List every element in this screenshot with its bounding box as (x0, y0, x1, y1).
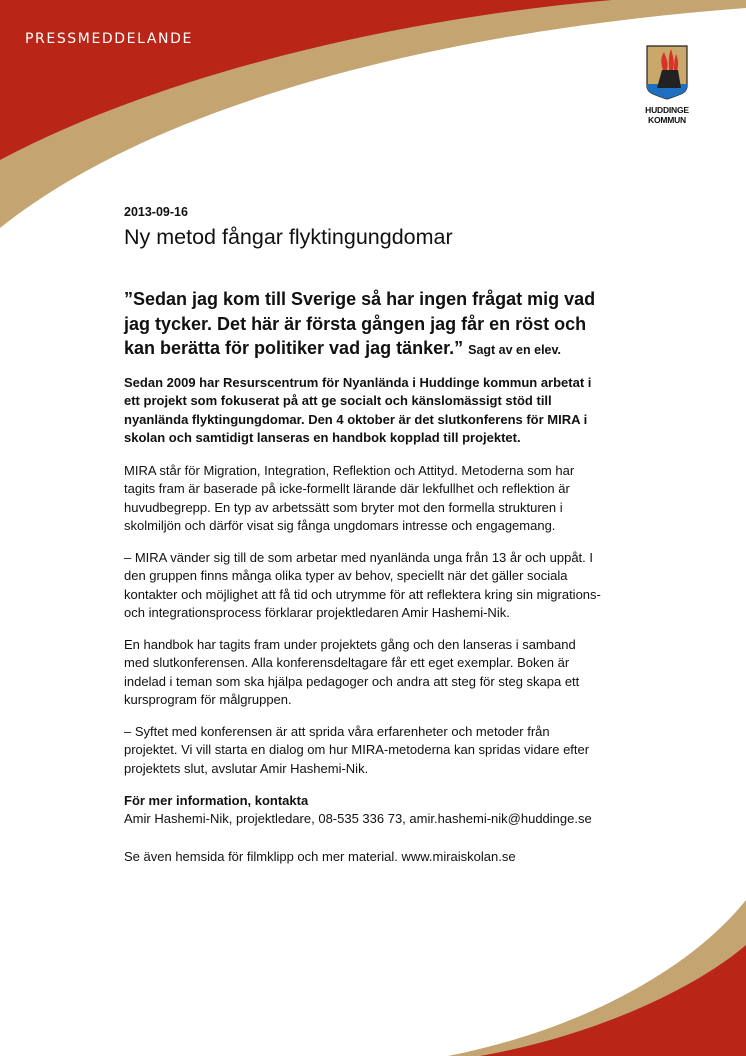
contact-heading: För mer information, kontakta (124, 793, 309, 808)
release-date: 2013-09-16 (124, 205, 188, 219)
body-paragraph (124, 723, 589, 778)
body-paragraph (124, 636, 579, 709)
quote-line: ”Sedan jag kom till Sverige så har ingen frågat mig vad (124, 289, 596, 309)
quote-attribution: Sagt av en elev. (468, 343, 561, 357)
logo-line: HUDDINGE (645, 105, 689, 115)
text-line: kontakter och möjlighet att få tid och utrymme för att reflektera kring sin migrations- (124, 586, 601, 602)
quote-line: jag tycker. Det här är första gången jag får en röst och (124, 313, 587, 334)
text-line: En handbok har tagits fram under projektets gång och den lanseras i samband (124, 637, 576, 652)
lead-paragraph (124, 374, 591, 447)
text-line: MIRA står för Migration, Integration, Reflektion och Attityd. Metoderna som har (124, 463, 575, 478)
text-line: kursprogram för målgruppen. (124, 691, 292, 707)
text-line: skolmiljön och därför visat sig fånga ungdomars intresse och engagemang. (124, 517, 556, 533)
text-line: skolan och samtidigt lanseras en handbok kopplad till projektet. (124, 429, 521, 445)
text-line: nyanlända flyktingungdomar. Den 4 oktober är det slutkonferens för MIRA i (124, 411, 588, 427)
body-paragraph (124, 462, 574, 535)
press-release-label: PRESSMEDDELANDE (25, 31, 193, 47)
body-paragraph (124, 549, 601, 622)
contact-section (124, 792, 592, 829)
quote-line (124, 336, 595, 363)
text-line: med slutkonferensen. Alla konferensdeltagare får ett eget exemplar. Boken är (124, 655, 570, 671)
text-line: – MIRA vänder sig till de som arbetar med nyanlända unga från 13 år och uppåt. I (124, 550, 593, 565)
text-line: huvudbegrepp. En typ av arbetssätt som bryter mot den formella strukturen i (124, 499, 563, 515)
contact-details: Amir Hashemi-Nik, projektledare, 08-535 336 73, amir.hashemi-nik@huddinge.se (124, 811, 592, 827)
text-line: ett projekt som fokuserat på att ge socialt och känslomässigt stöd till (124, 393, 552, 409)
pull-quote (124, 287, 595, 363)
footer-note: Se även hemsida för filmklipp och mer material. www.miraiskolan.se (124, 849, 516, 864)
text-line: projektet. Vi vill starta en dialog om hur MIRA-metoderna kan spridas vidare efter (124, 742, 590, 758)
text-line: och integrationsprocess förklarar projektledaren Amir Hashemi-Nik. (124, 604, 510, 620)
text-line: – Syftet med konferensen är att sprida våra erfarenheter och metoder från (124, 724, 550, 739)
text-line: den gruppen finns många olika typer av behov, speciellt när det gäller sociala (124, 568, 568, 584)
text-line: Sedan 2009 har Resurscentrum för Nyanlända i Huddinge kommun arbetat i (124, 375, 592, 390)
coat-of-arms-icon (644, 44, 690, 100)
logo-line: KOMMUN (648, 115, 686, 125)
page-title: Ny metod fångar flyktingungdomar (124, 225, 453, 249)
quote-text: kan berätta för politiker vad jag tänker.” (124, 338, 464, 358)
logo-text (644, 105, 690, 125)
text-line: tagits fram är baserade på icke-formellt lärande där lekfullhet och reflektion är (124, 481, 570, 497)
text-line: indelad i teman som ska hjälpa pedagoger och andra att steg för steg skapa ett (124, 673, 580, 689)
text-line: projektets slut, avslutar Amir Hashemi-Nik. (124, 760, 369, 776)
huddinge-logo (644, 44, 690, 125)
